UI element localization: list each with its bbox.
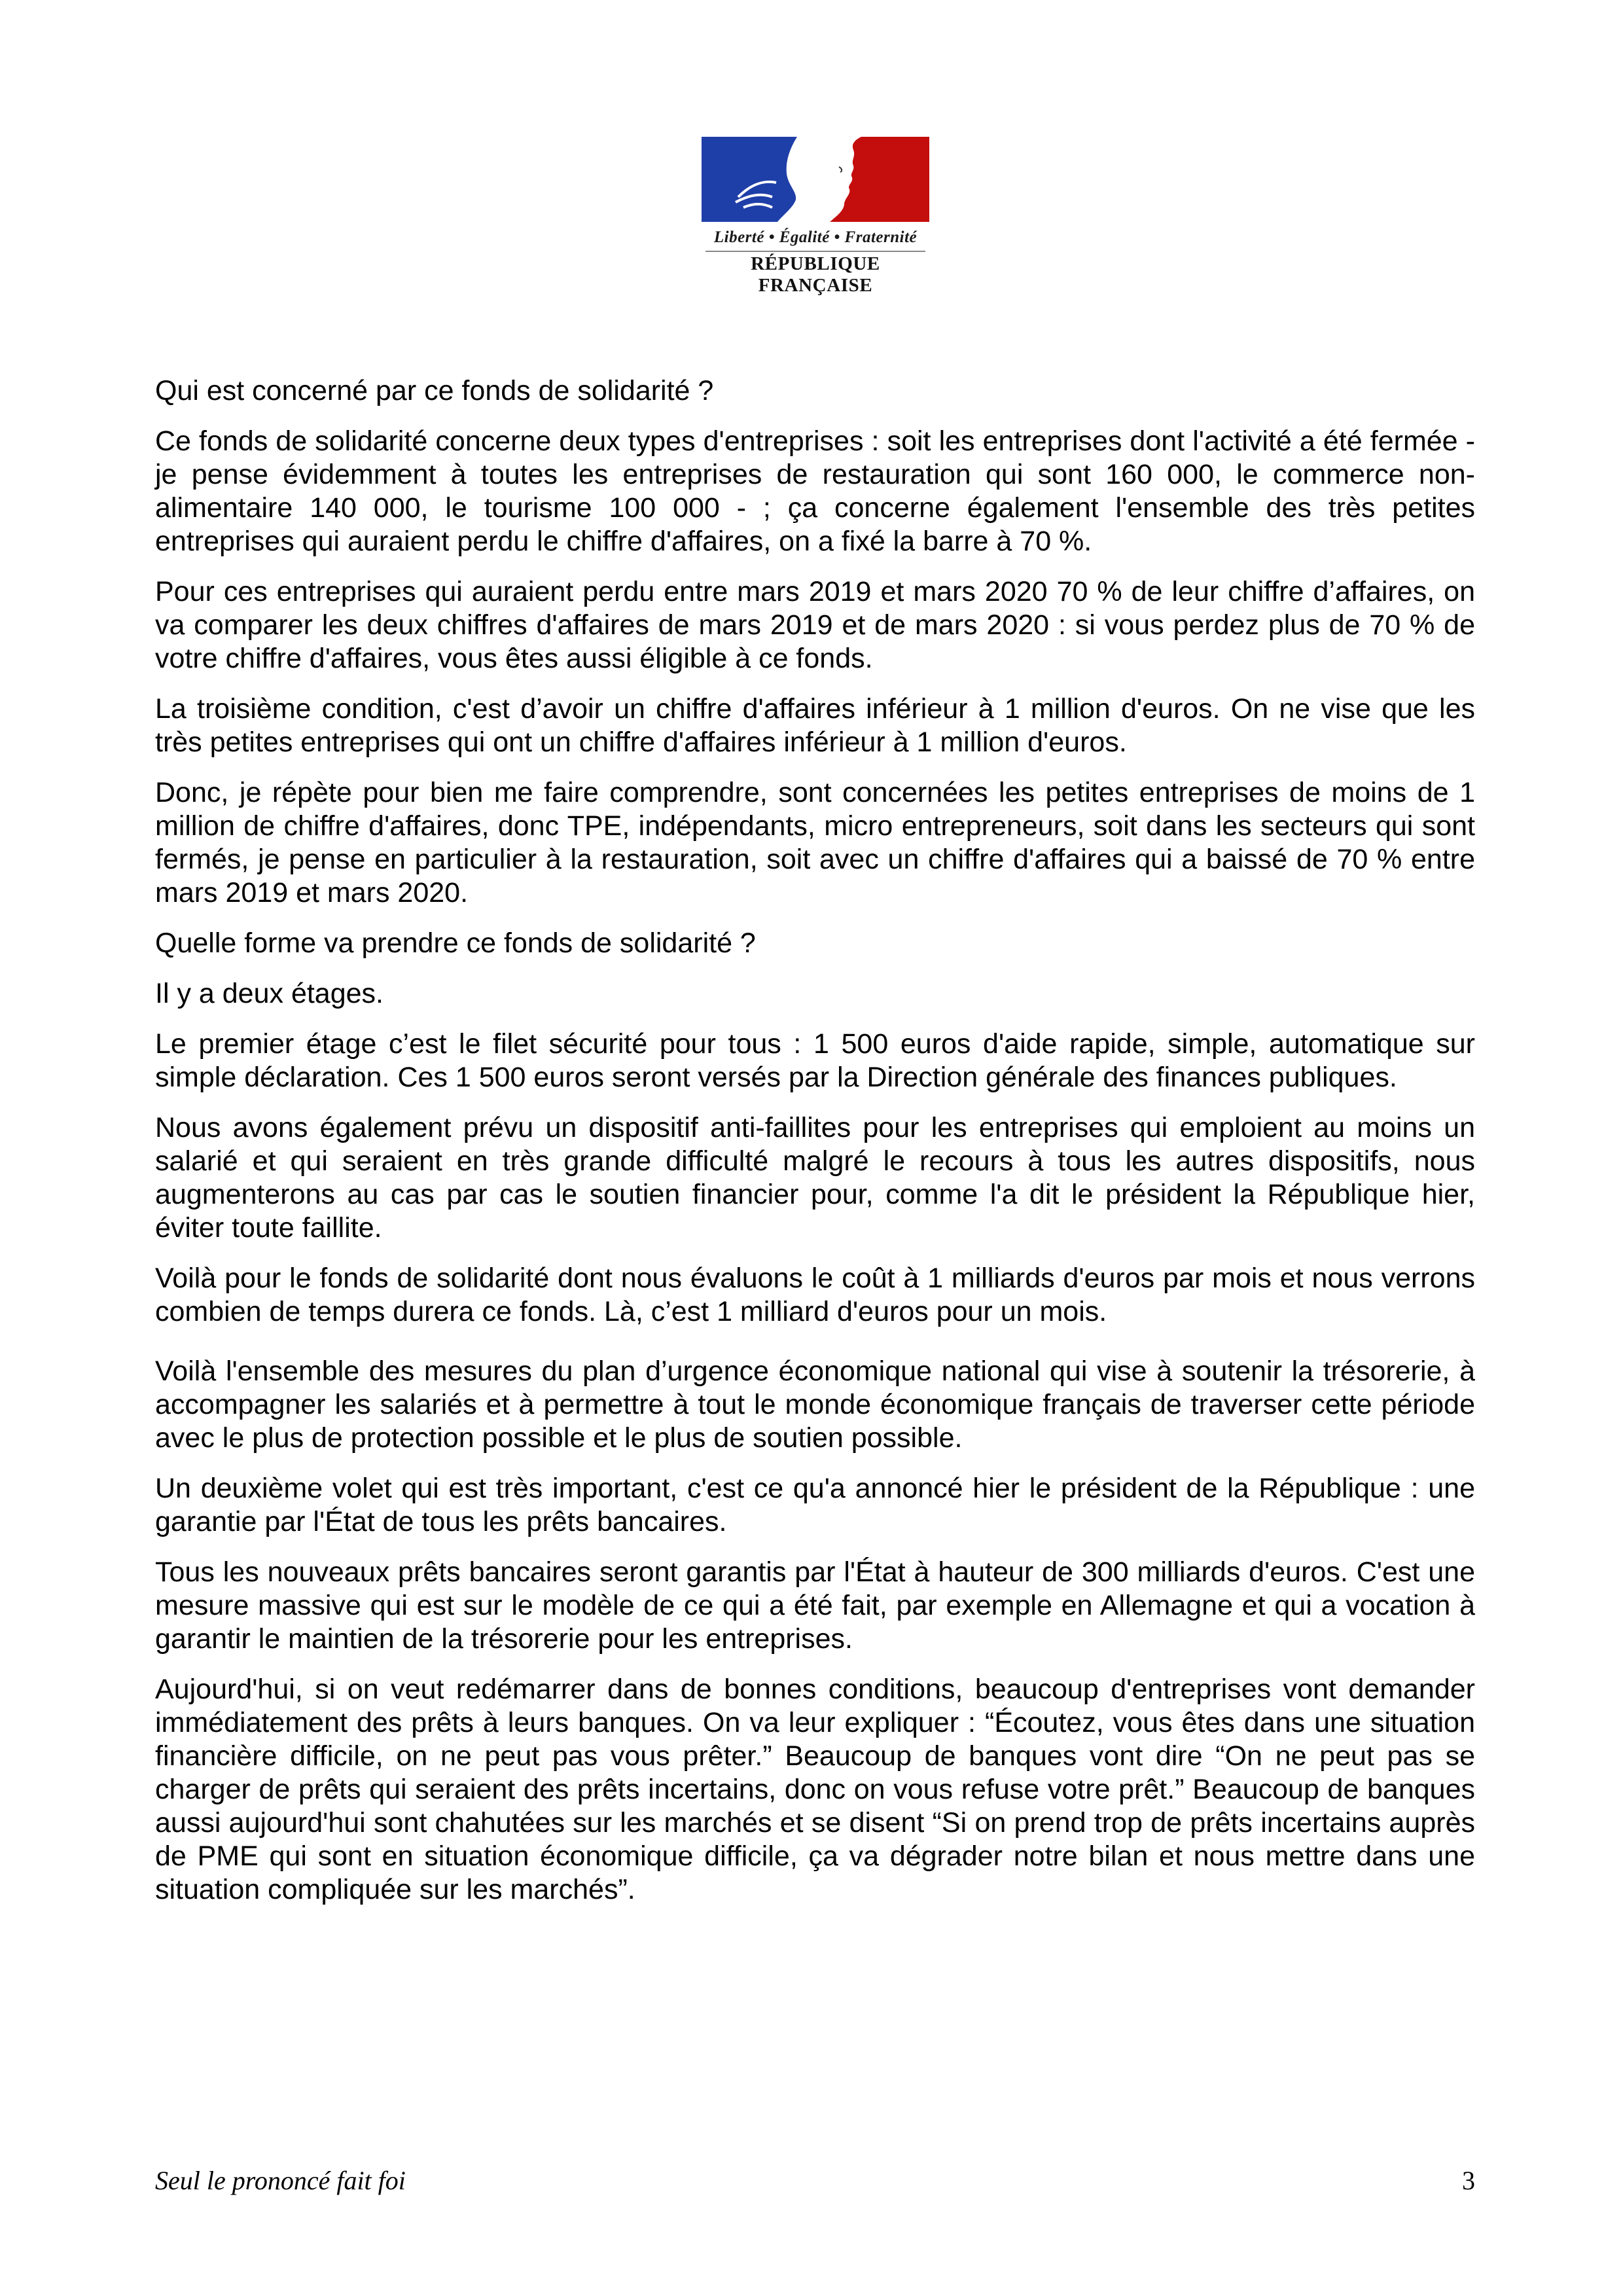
logo-motto: Liberté • Égalité • Fraternité <box>713 228 918 246</box>
logo-divider <box>705 251 925 252</box>
footer-disclaimer: Seul le prononcé fait foi <box>155 2166 406 2195</box>
paragraph: Aujourd'hui, si on veut redémarrer dans de bonnes conditions, beaucoup d'entreprises vont demander immédiatement des prêts à leurs banques. On va leur expliquer : “Écoutez, vous êtes dans une situation financière difficile, on ne peut pas vous prêter.” Beaucoup de banques vont dire “On ne peut pas se charger de prêts qui seraient des prêts incertains, donc on vous refuse votre prêt.” Beaucoup de banques aussi aujourd'hui sont chahutées sur les marchés et se disent “Si on prend trop de prêts incertains auprès de PME qui sont en situation économique difficile, ça va dégrader notre bilan et nous mettre dans une situation compliquée sur les marchés”. <box>155 1674 1475 1905</box>
document-body <box>155 374 1475 1924</box>
question-heading: Quelle forme va prendre ce fonds de solidarité ? <box>155 927 756 959</box>
paragraph: La troisième condition, c'est d’avoir un chiffre d'affaires inférieur à 1 million d'euros. On ne vise que les très petites entreprises qui ont un chiffre d'affaires inférieur à 1 million d'euros. <box>155 693 1475 758</box>
paragraph: Nous avons également prévu un dispositif anti-faillites pour les entreprises qui emploient au moins un salarié et qui seraient en très grande difficulté malgré le recours à tous les autres dispositifs, nous augmenterons au cas par cas le soutien financier pour, comme l'a dit le président la République hier, éviter toute faillite. <box>155 1112 1475 1244</box>
marianne-flag-icon <box>699 134 932 224</box>
page-number: 3 <box>1462 2166 1475 2195</box>
paragraph: Tous les nouveaux prêts bancaires seront garantis par l'État à hauteur de 300 milliards d'euros. C'est une mesure massive qui est sur le modèle de ce qui a été fait, par exemple en Allemagne et qui a vocation à garantir le maintien de la trésorerie pour les entreprises. <box>155 1556 1475 1655</box>
paragraph: Le premier étage c’est le filet sécurité pour tous : 1 500 euros d'aide rapide, simple, automatique sur simple déclaration. Ces 1 500 euros seront versés par la Direction générale des finances publiques. <box>155 1028 1475 1093</box>
republique-francaise-logo <box>699 134 932 296</box>
paragraph: Donc, je répète pour bien me faire comprendre, sont concernées les petites entreprises de moins de 1 million de chiffre d'affaires, donc TPE, indépendants, micro entrepreneurs, soit dans les secteurs qui sont fermés, je pense en particulier à la restauration, soit avec un chiffre d'affaires qui a baissé de 70 % entre mars 2019 et mars 2020. <box>155 777 1475 908</box>
logo-title: RÉPUBLIQUE FRANÇAISE <box>751 253 880 296</box>
question-heading: Qui est concerné par ce fonds de solidarité ? <box>155 375 714 406</box>
paragraph: Voilà l'ensemble des mesures du plan d’urgence économique national qui vise à soutenir la trésorerie, à accompagner les salariés et à permettre à tout le monde économique français de traverser cette période avec le plus de protection possible et le plus de soutien possible. <box>155 1355 1475 1454</box>
paragraph: Voilà pour le fonds de solidarité dont nous évaluons le coût à 1 milliards d'euros par mois et nous verrons combien de temps durera ce fonds. Là, c’est 1 milliard d'euros pour un mois. <box>155 1263 1475 1327</box>
paragraph: Ce fonds de solidarité concerne deux types d'entreprises : soit les entreprises dont l'activité a été fermée - je pense évidemment à toutes les entreprises de restauration qui sont 160 000, le commerce non-alimentaire 140 000, le tourisme 100 000 - ; ça concerne également l'ensemble des très petites entreprises qui auraient perdu le chiffre d'affaires, on a fixé la barre à 70 %. <box>155 425 1475 557</box>
paragraph: Pour ces entreprises qui auraient perdu entre mars 2019 et mars 2020 70 % de leur chiffre d’affaires, on va comparer les deux chiffres d'affaires de mars 2019 et de mars 2020 : si vous perdez plus de 70 % de votre chiffre d'affaires, vous êtes aussi éligible à ce fonds. <box>155 576 1475 674</box>
paragraph: Il y a deux étages. <box>155 978 383 1009</box>
paragraph: Un deuxième volet qui est très important, c'est ce qu'a annoncé hier le président de la République : une garantie par l'État de tous les prêts bancaires. <box>155 1473 1475 1537</box>
